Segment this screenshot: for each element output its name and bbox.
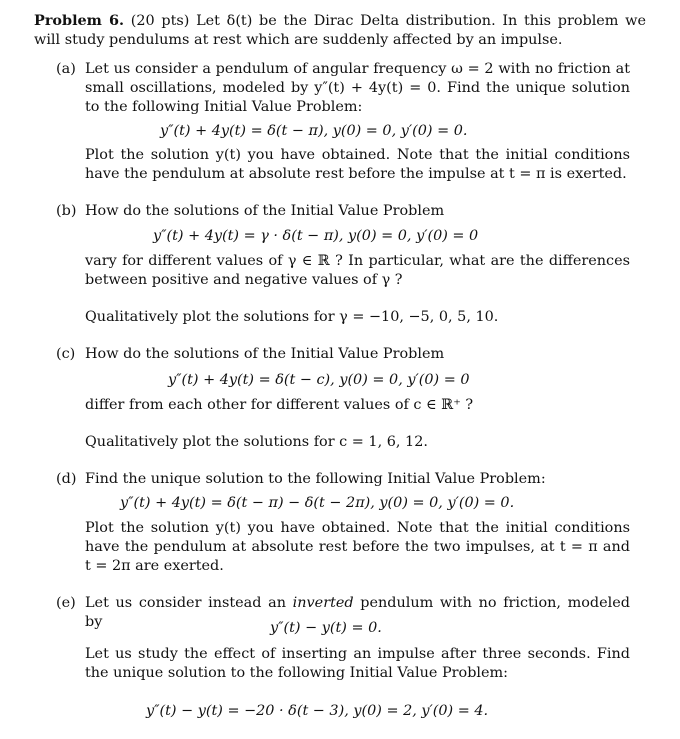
part-c-text2: differ from each other for different values of c ∈ ℝ⁺ ?	[85, 397, 474, 413]
part-e-text2: Let us study the effect of inserting an impulse after three seconds. Find the unique solution to the following Initial Value Problem:	[85, 646, 630, 681]
part-a-equation: y″(t) + 4y(t) = δ(t − π), y(0) = 0, y′(0) = 0.	[160, 123, 468, 139]
problem-header	[34, 11, 646, 50]
part-b-equation: y″(t) + 4y(t) = γ · δ(t − π), y(0) = 0, y′(0) = 0	[153, 228, 479, 244]
part-c-text3: Qualitatively plot the solutions for c = 1, 6, 12.	[85, 434, 428, 450]
problem-title: Problem 6.	[34, 12, 125, 29]
part-e-equation2: y″(t) − y(t) = −20 · δ(t − 3), y(0) = 2, y′(0) = 4.	[146, 703, 489, 719]
part-d-text2: Plot the solution y(t) you have obtained. Note that the initial conditions have the pendulum at absolute rest before the two impulses, at t = π and t = 2π are exerted.	[85, 520, 630, 574]
part-b-label: (b)	[56, 203, 77, 219]
part-e-text1-b: pendulum with no friction, modeled by	[85, 595, 630, 630]
part-b-text3: Qualitatively plot the solutions for γ = −10, −5, 0, 5, 10.	[85, 309, 499, 325]
part-a-label: (a)	[56, 61, 76, 77]
part-e-equation1: y″(t) − y(t) = 0.	[270, 620, 382, 636]
part-a-text2: Plot the solution y(t) you have obtained. Note that the initial conditions have the pendulum at absolute rest before the impulse at t = π is exerted.	[85, 147, 630, 182]
part-a-text1: Let us consider a pendulum of angular frequency ω = 2 with no friction at small oscillations, modeled by y″(t) + 4y(t) = 0. Find the unique solution to the following Initial Value Problem:	[85, 61, 630, 115]
part-e-text1-a: Let us consider instead an	[85, 595, 293, 611]
part-d-text1: Find the unique solution to the following Initial Value Problem:	[85, 471, 546, 487]
part-e-label: (e)	[56, 595, 76, 611]
part-e-text1-emphasis: inverted	[292, 595, 354, 611]
problem-intro: (20 pts) Let δ(t) be the Dirac Delta distribution. In this problem we will study pendulums at rest which are suddenly affected by an impulse.	[34, 13, 646, 48]
part-c-label: (c)	[56, 346, 76, 362]
part-c-text1: How do the solutions of the Initial Value Problem	[85, 346, 445, 362]
part-b-text2: vary for different values of γ ∈ ℝ ? In particular, what are the differences between positive and negative values of γ ?	[85, 253, 630, 288]
part-d-equation: y″(t) + 4y(t) = δ(t − π) − δ(t − 2π), y(0) = 0, y′(0) = 0.	[120, 495, 515, 511]
part-d-label: (d)	[56, 471, 77, 487]
part-c-equation: y″(t) + 4y(t) = δ(t − c), y(0) = 0, y′(0) = 0	[168, 372, 470, 388]
part-b-text1: How do the solutions of the Initial Value Problem	[85, 203, 445, 219]
